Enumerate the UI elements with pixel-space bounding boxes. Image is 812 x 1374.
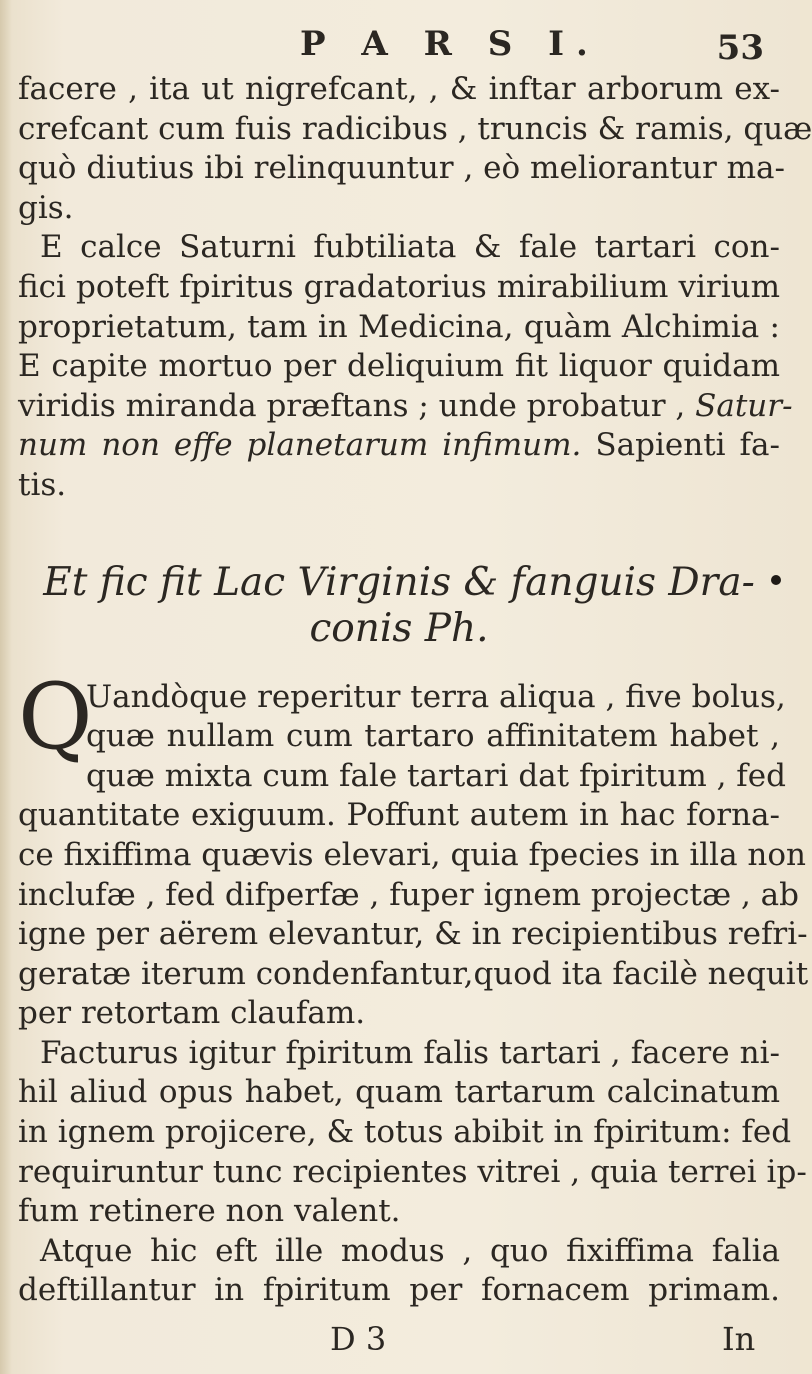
text-line: facere , ita ut nigrefcant, , & inftar arborum ex- [18,71,780,107]
ink-blot [771,575,781,585]
text-line: requiruntur tunc recipientes vitrei , quia terrei ip- [18,1153,807,1190]
text-line: quæ nullam cum tartaro affinitatem habet , [86,718,780,755]
text-line: inclufæ , fed difperfæ , fuper ignem projectæ , ab [18,876,799,913]
text-line: Facturus igitur fpiritum falis tartari , facere ni- [40,1034,780,1071]
text-line: quò diutius ibi relinquuntur , eò meliorantur ma- [18,150,785,187]
text-line: quæ mixta cum fale tartari dat fpiritum , fed [86,757,786,794]
heading-line: Et fic fit Lac Virginis & fanguis Dra- [43,559,755,605]
text-line: Atque hic eft ille modus , quo fixiffima falia [40,1232,780,1269]
section-heading [18,560,780,652]
catchword: In [722,1320,756,1358]
signature-mark: D 3 [330,1320,387,1358]
text-line: crefcant cum fuis radicibus , truncis & ramis, quæ [18,110,812,147]
text-run: viridis miranda præftans ; unde probatur , [18,387,696,424]
text-line [18,426,780,466]
paragraph-1 [18,70,812,228]
text-line: ce fixiffima quævis elevari, quia fpecies in illa non [18,836,807,873]
text-line: igne per aërem elevantur, & in recipientibus refri- [18,916,808,953]
italic-text: Satur- [695,387,793,424]
heading-line: conis Ph. [309,605,489,651]
drop-cap-letter: Q [18,664,93,770]
paragraph-5 [18,1232,780,1311]
text-line: E capite mortuo per deliquium fit liquor quidam [18,348,780,385]
text-line: geratæ iterum condenfantur,quod ita facilè nequit [18,955,809,992]
paragraph-4 [18,1034,807,1232]
text-run: Sapienti fa- [581,427,780,464]
text-line: E calce Saturni fubtiliata & fale tartari con- [40,229,780,266]
gutter-shadow [0,0,12,1374]
text-line: deftillantur in fpiritum per fornacem primam. [18,1272,780,1309]
part-title: P A R S I. [300,24,600,64]
paragraph-3 [18,664,809,1034]
text-line: fum retinere non valent. [18,1193,401,1230]
drop-cap [18,664,93,770]
text-line: in ignem projicere, & totus abibit in fpiritum: fed [18,1114,792,1151]
text-line: fici poteft fpiritus gradatorius mirabilium virium [18,268,780,305]
italic-text: num non effe planetarum infimum. [18,427,582,464]
text-line: tis. [18,466,67,503]
page-number: 53 [716,28,764,68]
paragraph-2 [18,228,793,505]
text-line: gis. [18,189,74,226]
text-line [18,387,793,427]
text-line: quantitate exiguum. Poffunt autem in hac forna- [18,797,780,834]
text-line: per retortam claufam. [18,995,366,1032]
text-line: proprietatum, tam in Medicina, quàm Alchimia : [18,308,780,345]
running-head [0,18,800,68]
body-text [18,70,812,1311]
text-line: hil aliud opus habet, quam tartarum calcinatum [18,1074,780,1111]
text-line: Uandòque reperitur terra aliqua , five bolus, [86,678,786,715]
